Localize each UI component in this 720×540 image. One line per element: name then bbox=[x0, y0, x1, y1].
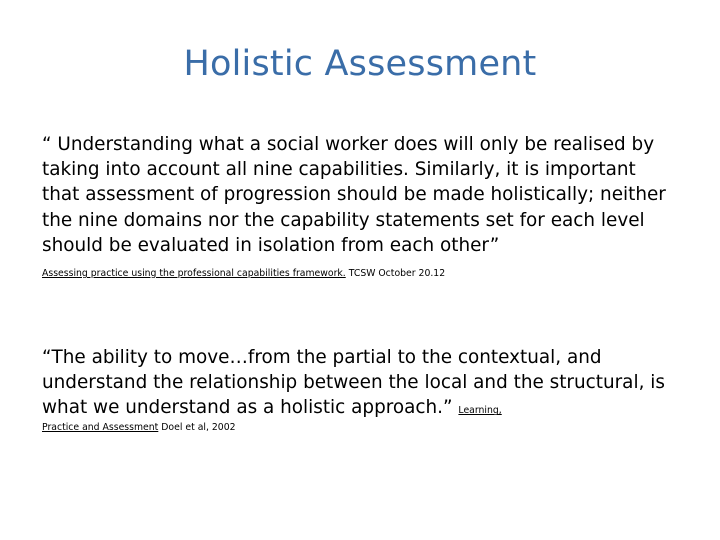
citation-tcsw-source: TCSW October 20.12 bbox=[345, 268, 446, 280]
citation-doel-title-part1: Learning, bbox=[458, 405, 502, 417]
quote-tcsw-text: “ Understanding what a social worker does will only be realised by taking into account all nine capabilities. Similarly, it is important that assessment of progression should be made holistically; neither the nine domains nor the capability statements set for each level should be evaluated in isolation from each other” bbox=[42, 134, 666, 256]
quote-tcsw-citation bbox=[42, 268, 445, 279]
citation-tcsw-title: Assessing practice using the professional capabilities framework. bbox=[42, 268, 346, 280]
quote-doel-text: “The ability to move…from the partial to the contextual, and understand the relationship between the local and the structural, is what we understand as a holistic approach.” bbox=[42, 347, 665, 419]
slide-title: Holistic Assessment bbox=[183, 44, 537, 84]
citation-doel-source: Doel et al, 2002 bbox=[158, 421, 236, 433]
quote-doel bbox=[42, 345, 672, 434]
quote-tcsw bbox=[42, 132, 672, 283]
quote-doel-citation bbox=[42, 422, 672, 434]
citation-doel-title-part2: Practice and Assessment bbox=[42, 421, 159, 433]
